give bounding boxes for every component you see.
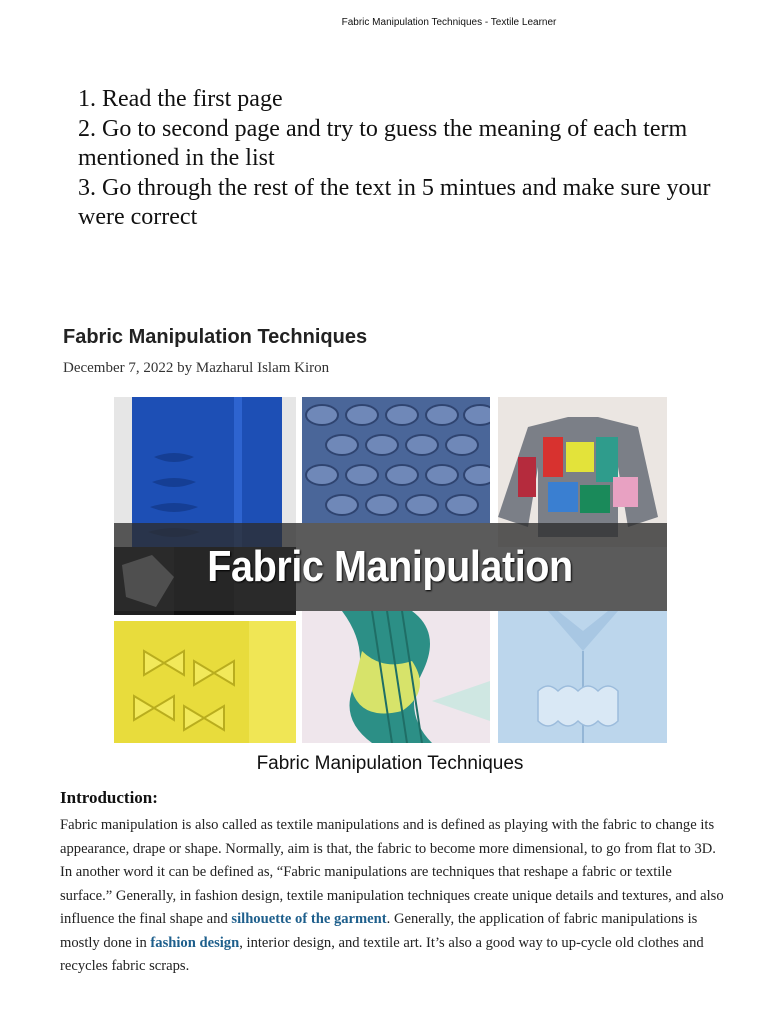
silhouette-link[interactable]: silhouette of the garment [231, 911, 387, 927]
image-caption: Fabric Manipulation Techniques [256, 753, 524, 774]
fashion-design-link[interactable]: fashion design [150, 934, 240, 951]
collage-photo-teal-pleats [302, 611, 490, 743]
collage-photo-yellow-bows [114, 621, 296, 743]
article-title: Fabric Manipulation Techniques [63, 326, 368, 348]
instruction-item: 1. Read the first page [78, 86, 283, 112]
intro-heading: Introduction: [60, 788, 158, 807]
image-overlay-text: Fabric Manipulation [207, 542, 574, 591]
image-overlay-band [114, 523, 667, 611]
article-hero-image [114, 397, 667, 743]
collage-photo-denim-texture [302, 397, 490, 523]
instruction-item: 2. Go to second page and try to guess the meaning of each term mentioned in the list [78, 115, 688, 171]
intro-text: Fabric manipulation is also called as textile manipulations and is defined as playing with the fabric to change its appearance, drape or shape. Normally, aim is that, the fabric to become more dimensional, to go from flat to 3D. In another word it can be defined as, “Fabric manipulations are techniques that reshape a fabric or textile surface.” Generally, in fashion design, textile manipulation techniques create unique details and textures, and also influence the final shape and [60, 817, 724, 927]
page-header-title: Fabric Manipulation Techniques - Textile Learner [341, 17, 557, 28]
instructions-list [78, 85, 728, 233]
intro-paragraph [60, 814, 725, 979]
article-byline: December 7, 2022 by Mazharul Islam Kiron [63, 360, 330, 376]
intro-text: . Generally, the application of fabric manipulations is mostly done in [60, 911, 698, 951]
intro-text: , interior design, and textile art. It’s also a good way to up-cycle old clothes and recycles fabric scraps. [60, 934, 704, 974]
instruction-item: 3. Go through the rest of the text in 5 mintues and make sure your were correct [78, 174, 711, 230]
collage-photo-ruffle-shirt [498, 611, 667, 743]
